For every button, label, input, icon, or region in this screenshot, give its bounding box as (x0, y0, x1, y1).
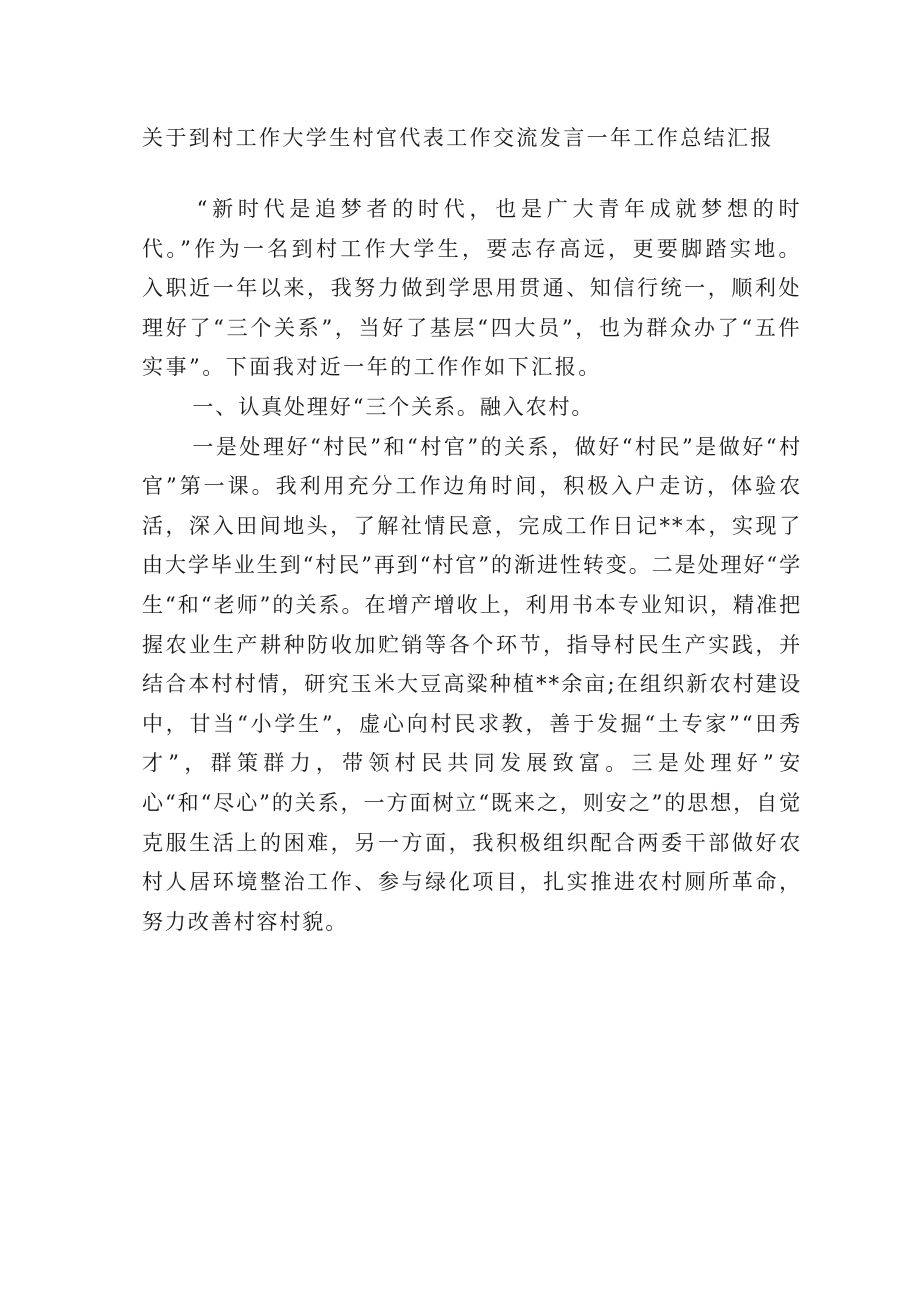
document-title: 关于到村工作大学生村官代表工作交流发言一年工作总结汇报 (142, 126, 774, 150)
section-heading: 一、认真处理好“三个关系。融入农村。 (192, 394, 595, 419)
intro-paragraph: “新时代是追梦者的时代，也是广大青年成就梦想的时代。”作为一名到村工作大学生，要志存高远，更要脚踏实地。入职近一年以来，我努力做到学思用贯通、知信行统一，顺利处理好了“三个关系”，当好了基层“四大员”，也为群众办了“五件实事”。下面我对近一年的工作作如下汇报。 (142, 197, 802, 380)
document-body (142, 190, 802, 942)
section-paragraph: 一是处理好“村民”和“村官”的关系，做好“村民”是做好“村官”第一课。我利用充分工作边角时间，积极入户走访，体验农活，深入田间地头，了解社情民意，完成工作日记**本，实现了由大学毕业生到“村民”再到“村官”的渐进性转变。二是处理好“学生“和“老师”的关系。在增产增收上，利用书本专业知识，精准把握农业生产耕种防收加贮销等各个环节，指导村民生产实践，并结合本村村情，研究玉米大豆高粱种植**余亩;在组织新农村建设中，甘当“小学生”，虚心向村民求教，善于发掘“土专家”“田秀才”，群策群力，带领村民共同发展致富。三是处理好”安心“和“尽心”的关系，一方面树立“既来之，则安之”的思想，自觉克服生活上的困难，另一方面，我积极组织配合两委干部做好农村人居环境整治工作、参与绿化项目，扎实推进农村厕所革命，努力改善村容村貌。 (142, 434, 802, 934)
